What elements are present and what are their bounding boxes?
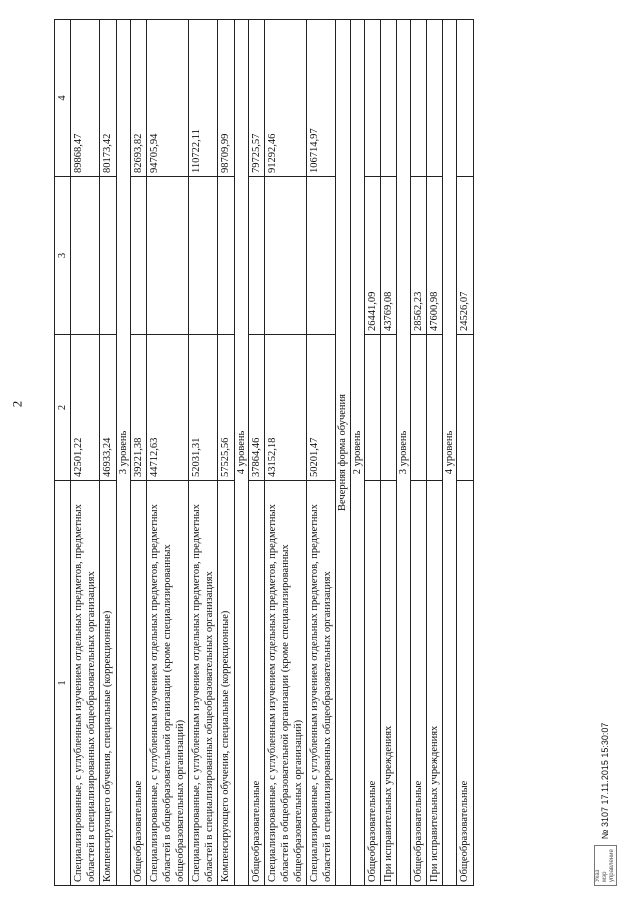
value-col4-cell: 89868,47 (71, 20, 100, 177)
value-col2-cell: 46933,24 (100, 335, 116, 481)
section-row (116, 20, 130, 886)
column-header: 1 (55, 481, 71, 886)
table-row (71, 20, 100, 886)
value-col4-cell: 94705,94 (146, 20, 188, 177)
value-col3-cell (248, 177, 264, 335)
header-row (55, 20, 71, 886)
value-col3-cell: 47600,98 (427, 177, 443, 335)
value-col2-cell (364, 335, 380, 481)
value-col3-cell (146, 177, 188, 335)
table-row (189, 20, 218, 886)
section-label: 3 уровень (116, 20, 130, 886)
value-col2-cell: 52031,31 (189, 335, 218, 481)
row-name-cell: Общеобразовательные (130, 481, 146, 886)
row-name-cell: Специализированные, с углубленным изучением отдельных предметов, предметных областей в общеобразовательной организации (кроме специализированных общеобразовательных организаций) (146, 481, 188, 886)
page-number: 2 (9, 400, 25, 408)
registration-text: № 3107 17.11.2015 15:30:07 (599, 722, 610, 840)
registration-footer (594, 723, 617, 886)
section-label: 4 уровень (443, 20, 457, 886)
table-row (380, 20, 396, 886)
table-row (427, 20, 443, 886)
row-name-cell: Специализированные, с углубленным изучением отдельных предметов, предметных областей в специализированных общеобразовательных организациях (189, 481, 218, 886)
value-col3-cell (189, 177, 218, 335)
value-col3-cell (264, 177, 306, 335)
row-name-cell: Общеобразовательные (457, 481, 473, 886)
column-header: 4 (55, 20, 71, 177)
value-col4-cell (364, 20, 380, 177)
table-row (364, 20, 380, 886)
stamp-line: управление (609, 849, 615, 882)
value-col2-cell (427, 335, 443, 481)
section-label: 3 уровень (396, 20, 410, 886)
row-name-cell: При исправительных учреждениях (427, 481, 443, 886)
row-name-cell: Общеобразовательные (248, 481, 264, 886)
value-col2-cell (457, 335, 473, 481)
section-label: 4 уровень (234, 20, 248, 886)
table-row (457, 20, 473, 886)
value-col2-cell: 37864,46 (248, 335, 264, 481)
stamp-line: мэр (602, 871, 608, 882)
value-col2-cell: 44712,63 (146, 335, 188, 481)
section-row (443, 20, 457, 886)
value-col3-cell (130, 177, 146, 335)
value-col4-cell (380, 20, 396, 177)
value-col4-cell: 98709,99 (218, 20, 234, 177)
value-col3-cell (307, 177, 336, 335)
value-col4-cell (411, 20, 427, 177)
row-name-cell: При исправительных учреждениях (380, 481, 396, 886)
table-row (100, 20, 116, 886)
table-body (71, 20, 473, 886)
value-col3-cell (100, 177, 116, 335)
value-col4-cell: 91292,46 (264, 20, 306, 177)
value-col3-cell (218, 177, 234, 335)
value-col2-cell (380, 335, 396, 481)
table-row (264, 20, 306, 886)
row-name-cell: Специализированные, с углубленным изучением отдельных предметов, предметных областей в общеобразовательной организации (кроме специализированных общеобразовательных организаций) (264, 481, 306, 886)
column-header: 3 (55, 177, 71, 335)
row-name-cell: Специализированные, с углубленным изучением отдельных предметов, предметных областей в специализированных общеобразовательных организациях (307, 481, 336, 886)
table-row (248, 20, 264, 886)
value-col4-cell (457, 20, 473, 177)
value-col3-cell: 26441,09 (364, 177, 380, 335)
value-col2-cell: 57525,56 (218, 335, 234, 481)
stamp-logo (594, 845, 617, 886)
section-label: Вечерняя форма обучения (336, 20, 350, 886)
row-name-cell: Общеобразовательные (364, 481, 380, 886)
stamp-line: Указ (595, 869, 601, 882)
row-name-cell: Специализированные, с углубленным изучением отдельных предметов, предметных областей в специализированных общеобразовательных организациях (71, 481, 100, 886)
table-header (55, 20, 71, 886)
value-col4-cell: 82693,82 (130, 20, 146, 177)
value-col4-cell: 110722,11 (189, 20, 218, 177)
value-col2-cell: 42501,22 (71, 335, 100, 481)
row-name-cell: Общеобразовательные (411, 481, 427, 886)
rotated-table-container (54, 20, 474, 886)
value-col4-cell: 106714,97 (307, 20, 336, 177)
table-row (411, 20, 427, 886)
table-row (218, 20, 234, 886)
table-row (146, 20, 188, 886)
table-row (130, 20, 146, 886)
value-col3-cell: 28562,23 (411, 177, 427, 335)
row-name-cell: Компенсирующего обучения, специальные (коррекционные) (100, 481, 116, 886)
section-row (396, 20, 410, 886)
value-col2-cell: 50201,47 (307, 335, 336, 481)
section-row (234, 20, 248, 886)
row-name-cell: Компенсирующего обучения, специальные (коррекционные) (218, 481, 234, 886)
table-row (307, 20, 336, 886)
value-col4-cell (427, 20, 443, 177)
cost-table (54, 19, 474, 886)
value-col3-cell: 43769,08 (380, 177, 396, 335)
value-col4-cell: 79725,57 (248, 20, 264, 177)
section-label: 2 уровень (350, 20, 364, 886)
value-col2-cell (411, 335, 427, 481)
value-col4-cell: 80173,42 (100, 20, 116, 177)
value-col3-cell: 24526,07 (457, 177, 473, 335)
section-row (336, 20, 350, 886)
section-row (350, 20, 364, 886)
value-col2-cell: 43152,18 (264, 335, 306, 481)
value-col3-cell (71, 177, 100, 335)
column-header: 2 (55, 335, 71, 481)
value-col2-cell: 39221,38 (130, 335, 146, 481)
